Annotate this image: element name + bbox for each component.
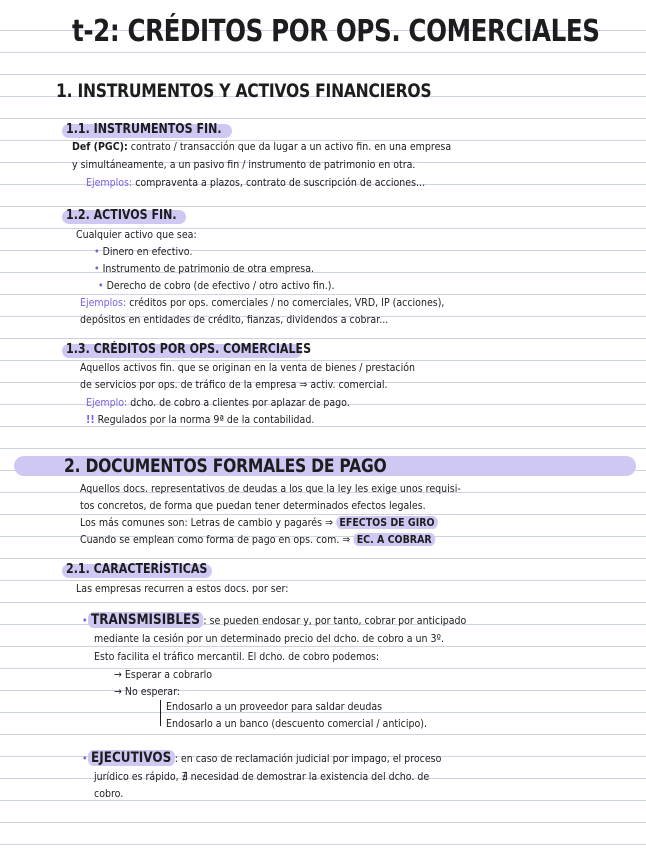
examples-label: Ejemplos: bbox=[86, 176, 133, 189]
creditos-line-1: Aquellos activos fin. que se originan en la venta de bienes / prestación bbox=[80, 361, 416, 374]
def-line-2: y simultáneamente, a un pasivo fin / instrumento de patrimonio en otra. bbox=[72, 158, 416, 171]
transmisibles-line-3: Esto facilita el tráfico mercantil. El dcho. de cobro podemos: bbox=[94, 650, 380, 663]
example-1-3 bbox=[86, 396, 350, 409]
def-text-1: contrato / transacción que da lugar a un activo fin. en una empresa bbox=[130, 140, 452, 153]
examples-text: compraventa a plazos, contrato de suscripción de acciones... bbox=[135, 176, 426, 189]
examples-1-2 bbox=[80, 296, 444, 309]
section-1-2-heading: 1.2. ACTIVOS FIN. bbox=[66, 208, 177, 223]
ejecutivos-line-2: jurídico es rápido, ∄ necesidad de demostrar la existencia del dcho. de bbox=[94, 770, 430, 783]
section-2-1-heading: 2.1. CARACTERÍSTICAS bbox=[66, 562, 208, 577]
examples-label: Ejemplos: bbox=[80, 296, 127, 309]
bullet-item: • Instrumento de patrimonio de otra empresa. bbox=[94, 262, 315, 275]
endosar-proveedor: Endosarlo a un proveedor para saldar deudas bbox=[166, 700, 383, 713]
example-text: dcho. de cobro a clientes por aplazar de pago. bbox=[130, 396, 350, 409]
page-title: t-2: CRÉDITOS POR OPS. COMERCIALES bbox=[72, 14, 600, 49]
norma-note bbox=[86, 413, 314, 426]
section-1-1-heading: 1.1. INSTRUMENTOS FIN. bbox=[66, 122, 222, 137]
transmisibles-line-2: mediante la cesión por un determinado precio del dcho. de cobro a un 3º. bbox=[94, 632, 445, 645]
caracteristicas-intro: Las empresas recurren a estos docs. por ser: bbox=[76, 582, 289, 595]
note-text: Regulados por la norma 9ª de la contabilidad. bbox=[97, 413, 315, 426]
section-1-3-heading: 1.3. CRÉDITOS POR OPS. COMERCIALES bbox=[66, 342, 312, 357]
bracket-line bbox=[160, 700, 161, 726]
ejecutivos-line-3: cobro. bbox=[94, 787, 124, 800]
transmisibles-label: TRANSMISIBLES bbox=[88, 612, 204, 628]
ejecutivos-label: EJECUTIVOS bbox=[88, 750, 175, 766]
def-line-1 bbox=[72, 140, 451, 153]
def-label: Def (PGC): bbox=[72, 140, 128, 153]
transmisibles-line-1: • TRANSMISIBLES : se pueden endosar y, por tanto, cobrar por anticipado bbox=[82, 612, 467, 628]
section-2-heading: 2. DOCUMENTOS FORMALES DE PAGO bbox=[64, 455, 387, 477]
docs-line-1: Aquellos docs. representativos de deudas a los que la ley les exige unos requisi- bbox=[80, 482, 461, 495]
option-esperar: → Esperar a cobrarlo bbox=[114, 668, 213, 681]
creditos-line-2: de servicios por ops. de tráfico de la empresa ⇒ activ. comercial. bbox=[80, 378, 388, 391]
examples-text: créditos por ops. comerciales / no comerciales, VRD, IP (acciones), bbox=[129, 296, 445, 309]
warning-mark: !! bbox=[86, 413, 95, 426]
docs-line-3: Los más comunes son: Letras de cambio y pagarés ⇒ EFECTOS DE GIRO bbox=[80, 516, 438, 529]
efectos-giro-mark: EFECTOS DE GIRO bbox=[336, 516, 438, 529]
examples-1-2-line2: depósitos en entidades de crédito, fianzas, dividendos a cobrar... bbox=[80, 313, 389, 326]
example-label: Ejemplo: bbox=[86, 396, 128, 409]
examples-1-1 bbox=[86, 176, 425, 189]
bullet-item: • Dinero en efectivo. bbox=[94, 245, 193, 258]
ejecutivos-line-1: • EJECUTIVOS : en caso de reclamación judicial por impago, el proceso bbox=[82, 750, 442, 766]
endosar-banco: Endosarlo a un banco (descuento comercial / anticipo). bbox=[166, 717, 427, 730]
bullet-item: • Derecho de cobro (de efectivo / otro activo fin.). bbox=[98, 279, 335, 292]
option-no-esperar: → No esperar: bbox=[114, 685, 180, 698]
section-1-heading: 1. INSTRUMENTOS Y ACTIVOS FINANCIEROS bbox=[56, 80, 432, 102]
docs-line-2: tos concretos, de forma que puedan tener determinados efectos legales. bbox=[80, 499, 426, 512]
activos-intro: Cualquier activo que sea: bbox=[76, 228, 197, 241]
ec-cobrar-mark: EC. A COBRAR bbox=[353, 533, 435, 546]
docs-line-4: Cuando se emplean como forma de pago en ops. com. ⇒ EC. A COBRAR bbox=[80, 533, 435, 546]
